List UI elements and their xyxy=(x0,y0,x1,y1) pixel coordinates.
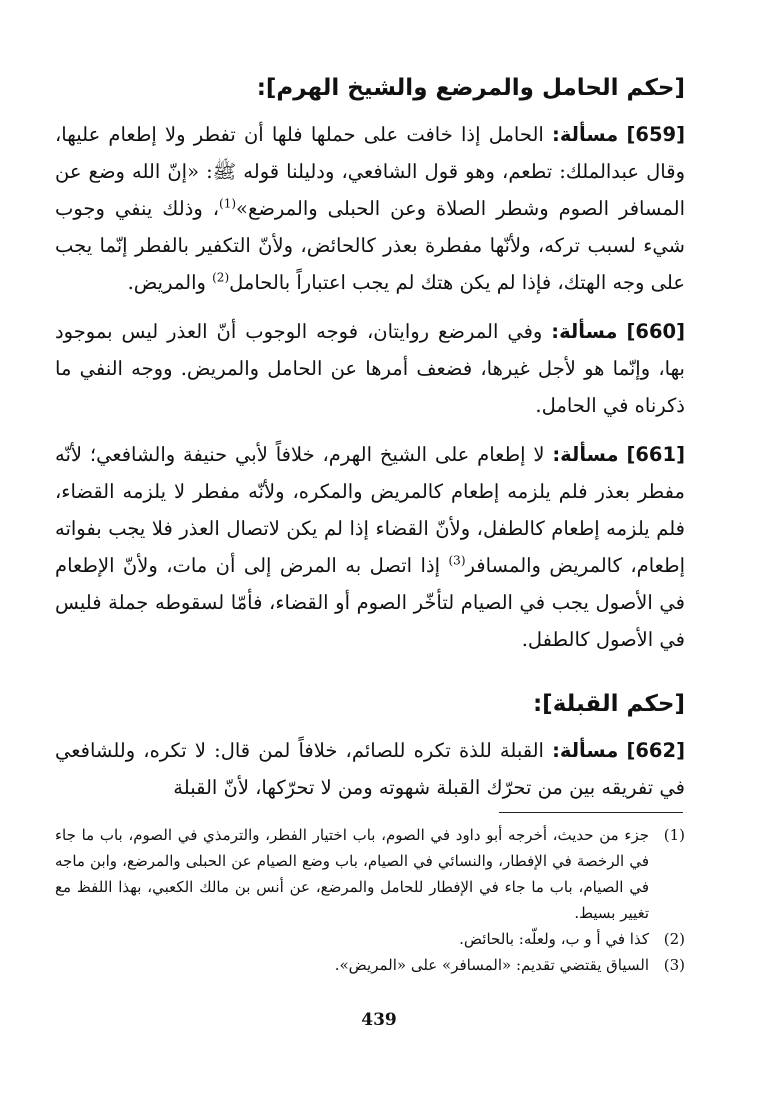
footnote-ref-3[interactable]: (3) xyxy=(448,553,466,568)
issue-text: ، وذلك ينفي وجوب شيء لسبب تركه، ولأنّها مفطرة بعذر كالحائض، ولأنّ التكفير بالفطر إنّما يجب على وجه الهتك، فإذا لم يكن هتك لم يجب اعتباراً بالحامل xyxy=(55,197,685,294)
footnote-item xyxy=(55,952,685,978)
footnote-divider xyxy=(499,812,683,813)
issue-659 xyxy=(55,116,685,301)
issue-661 xyxy=(55,436,685,658)
footnote-item xyxy=(55,926,685,952)
page-number: 439 xyxy=(361,1010,397,1030)
issue-662 xyxy=(55,732,685,806)
footnote-text: كذا في أ و ب، ولعلّه: بالحائض. xyxy=(459,930,649,948)
footnote-text: السياق يقتضي تقديم: «المسافر» على «المريض». xyxy=(334,956,649,974)
page-body xyxy=(55,70,685,818)
issue-number: [662] xyxy=(626,739,685,762)
section-heading-kissing: [حكم القبلة]: xyxy=(532,691,685,717)
issue-label: مسألة: xyxy=(552,739,619,762)
issue-text: القبلة للذة تكره للصائم، خلافاً لمن قال: لا تكره، وللشافعي في تفريقه بين من تحرّك القبلة شهوته ومن لا تحرّكها، لأنّ القبلة xyxy=(55,739,685,799)
footnotes xyxy=(55,822,685,978)
issue-label: مسألة: xyxy=(552,123,619,146)
footnote-number: (2) xyxy=(663,930,685,948)
issue-text: والمريض. xyxy=(127,271,213,294)
issue-label: مسألة: xyxy=(551,320,618,343)
footnote-text: جزء من حديث، أخرجه أبو داود في الصوم، باب اختيار الفطر، والترمذي في الصوم، باب ما جاء في الرخصة في الإفطار، والنسائي في الصيام، باب وضع الصيام عن الحبلى والمرضع، وابن ماجه في الصيام، باب ما جاء في الإفطار للحامل والمرضع، عن أنس بن مالك الكعبي، بهذا اللفظ مع تغيير بسيط. xyxy=(55,826,649,922)
issue-number: [659] xyxy=(626,123,686,146)
issue-label: مسألة: xyxy=(552,443,619,466)
section-heading-pregnant-nursing-elderly: [حكم الحامل والمرضع والشيخ الهرم]: xyxy=(256,75,685,101)
issue-number: [660] xyxy=(626,320,686,343)
issue-text: وفي المرضع روايتان، فوجه الوجوب أنّ العذر ليس بموجود بها، وإنّما هو لأجل غيرها، فضعف أمرها عن الحامل والمريض. ووجه النفي ما ذكرناه في الحامل. xyxy=(55,320,685,417)
footnote-item xyxy=(55,822,685,926)
issue-text: لا إطعام على الشيخ الهرم، خلافاً لأبي حنيفة والشافعي؛ لأنّه مفطر بعذر فلم يلزمه إطعام كالمريض والمكره، ولأنّه مفطر لا يلزمه القضاء، فلم يلزمه إطعام كالطفل، ولأنّ القضاء إذا لم يكن لاتصال العذر فلا يجب بفواته إطعام، كالمريض والمسافر xyxy=(55,443,685,577)
footnote-number: (3) xyxy=(663,956,685,974)
footnote-ref-1[interactable]: (1) xyxy=(219,196,237,211)
footnote-ref-2[interactable]: (2) xyxy=(212,270,230,285)
issue-text: الحامل إذا خافت على حملها فلها أن تفطر ولا إطعام عليها، وقال عبدالملك: تطعم، وهو قول الشافعي، ودليلنا قوله ﷺ: «إنّ الله وضع عن المسافر الصوم وشطر الصلاة وعن الحبلى والمرضع» xyxy=(55,123,685,220)
issue-660 xyxy=(55,313,685,424)
issue-number: [661] xyxy=(626,443,685,466)
footnote-number: (1) xyxy=(663,826,685,844)
issue-text: إذا اتصل به المرض إلى أن مات، ولأنّ الإطعام في الأصول يجب في الصيام لتأخّر الصوم أو القضاء، فأمّا لسقوطه جملة فليس في الأصول كالطفل. xyxy=(55,554,685,651)
